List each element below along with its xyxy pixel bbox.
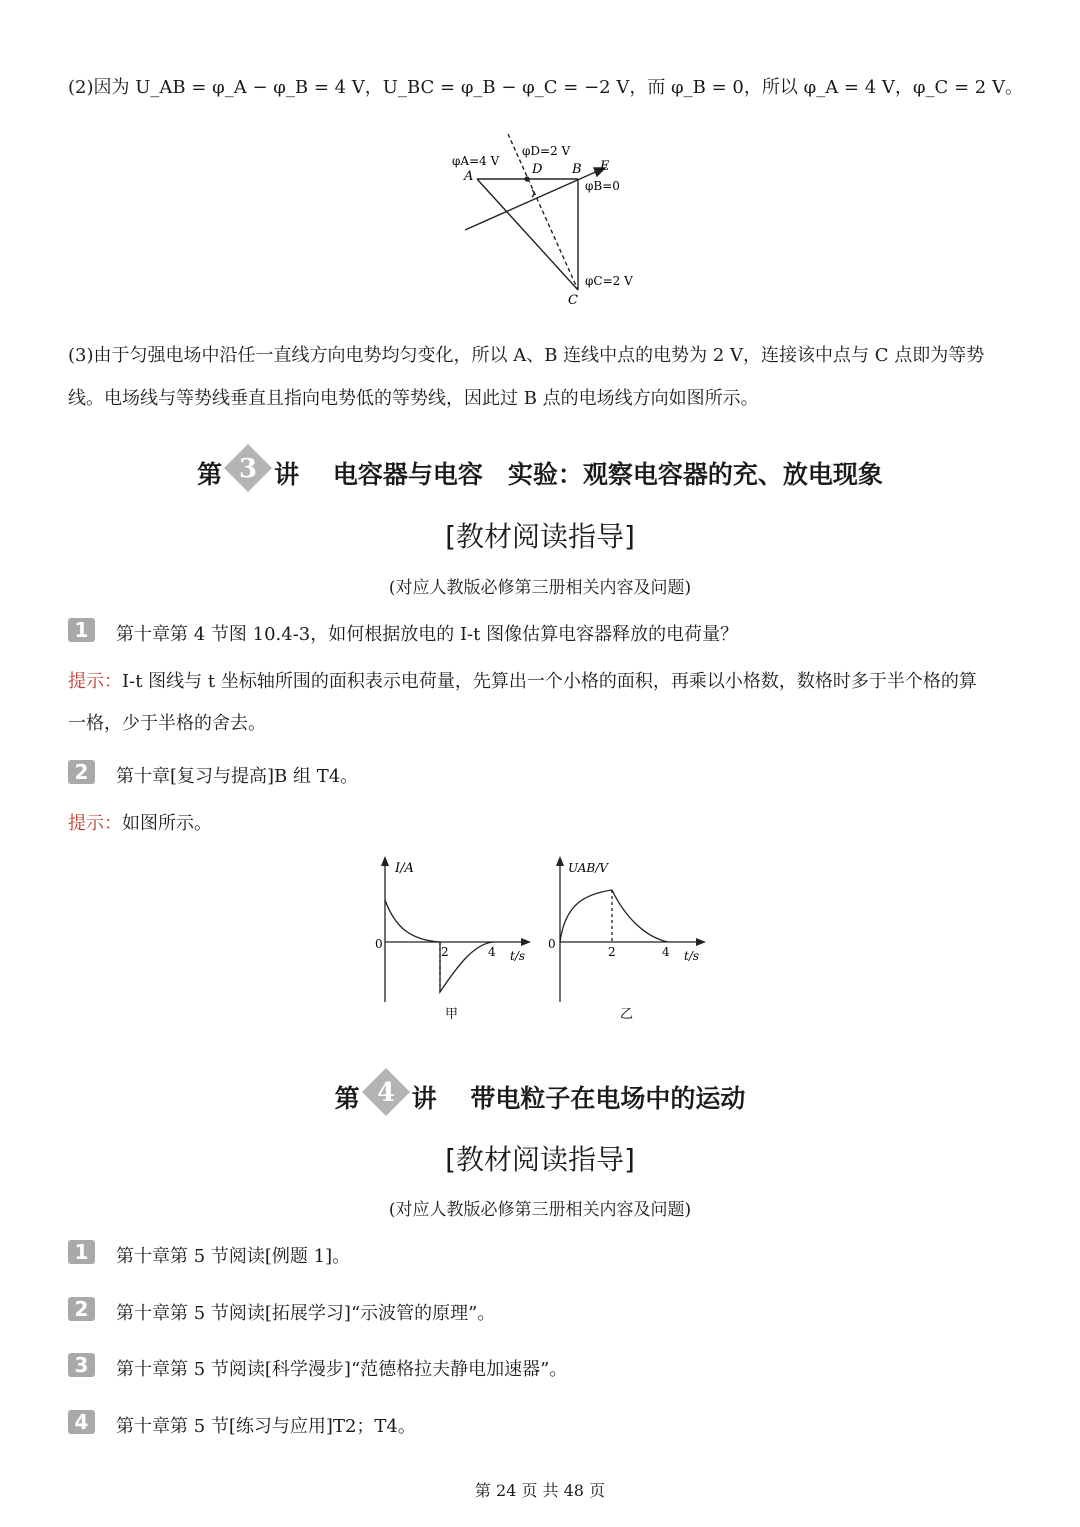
l3-item-1-text: 第十章第 4 节图 10.4-3，如何根据放电的 I-t 图像估算电容器释放的电荷量？ (116, 624, 739, 645)
lecture-3-title: 电容器与电容 实验：观察电容器的充、放电现象 (332, 460, 883, 489)
l3-item-2-text: 第十章[复习与提高]B 组 T4。 (116, 766, 359, 787)
section-2-label: (2)因为 (68, 77, 136, 98)
l3-item-1-hint-line2: 一格，少于半格的舍去。 (68, 713, 266, 734)
right-angle-mark (532, 190, 534, 197)
section-2-equation: U_AB = φ_A − φ_B = 4 V，U_BC = φ_B − φ_C = −2 V，而 φ_B = 0，所以 φ_A = 4 V，φ_C = 2 V。 (135, 77, 1023, 98)
x-arrow-icon (521, 938, 531, 946)
l3-item-1-hint (68, 672, 977, 692)
side-ac (477, 179, 578, 290)
lecture-4-guide-title: [教材阅读指导] (445, 1143, 635, 1176)
triangle-field-diagram (440, 128, 650, 313)
hint-label: 提示： (68, 813, 122, 834)
lecture-3-note: (对应人教版必修第三册相关内容及问题) (388, 578, 692, 598)
charge-curve (385, 900, 440, 942)
lecture-4-note: (对应人教版必修第三册相关内容及问题) (388, 1200, 692, 1220)
lecture-3-prefix: 第 (197, 460, 223, 489)
l4-item-4-badge: 4 (68, 1410, 95, 1434)
y-axis-label: UAB/V (568, 861, 608, 875)
lecture-4-suffix: 讲 (411, 1084, 437, 1113)
lecture-4-prefix: 第 (334, 1084, 360, 1113)
y-arrow-icon (556, 856, 564, 866)
hint-line1: I-t 图线与 t 坐标轴所围的面积表示电荷量，先算出一个小格的面积，再乘以小格数，数格时多于半个格的算 (122, 671, 977, 692)
vertex-a-label: A (464, 169, 474, 184)
l3-item-1-badge: 1 (68, 618, 95, 642)
section-2-text (68, 78, 1023, 98)
l4-item-3-text: 第十章第 5 节阅读[科学漫步]“范德格拉夫静电加速器”。 (116, 1359, 568, 1380)
l3-item-2-badge: 2 (68, 760, 95, 784)
vertex-b-label: B (572, 162, 582, 177)
y-arrow-icon (381, 856, 389, 866)
lecture-4-number: 4 (376, 1078, 395, 1108)
hint-line1: 如图所示。 (122, 813, 212, 834)
x-axis-label: t/s (510, 949, 526, 963)
graph-voltage-time (540, 852, 710, 1027)
section-3-line1: (3)由于匀强电场中沿任一直线方向电势均匀变化，所以 A、B 连线中点的电势为 2 V，连接该中点与 C 点即为等势 (68, 345, 985, 366)
discharging-curve (612, 890, 668, 942)
x-arrow-icon (696, 938, 706, 946)
page-footer: 第 24 页 共 48 页 (474, 1481, 606, 1500)
lecture-3-number: 3 (239, 454, 258, 484)
tick-2: 2 (441, 945, 449, 959)
l4-item-4-text: 第十章第 5 节[练习与应用]T2；T4。 (116, 1416, 416, 1437)
lecture-4-heading (0, 1079, 1080, 1120)
field-e-label: E (600, 159, 610, 174)
l4-item-1-text: 第十章第 5 节阅读[例题 1]。 (116, 1246, 351, 1267)
l4-item-2-text: 第十章第 5 节阅读[拓展学习]“示波管的原理”。 (116, 1303, 496, 1324)
section-3-line2: 线。电场线与等势线垂直且指向电势低的等势线，因此过 B 点的电场线方向如图所示。 (68, 388, 759, 409)
charging-curve (560, 890, 612, 942)
point-d-dot (524, 176, 529, 181)
graph-current-time (365, 852, 535, 1027)
l4-item-1-badge: 1 (68, 1240, 95, 1264)
l4-item-2-badge: 2 (68, 1297, 95, 1321)
lecture-3-guide-title: [教材阅读指导] (445, 520, 635, 553)
y-axis-label: I/A (395, 861, 414, 876)
point-d-label: D (532, 162, 543, 177)
origin-label: 0 (548, 937, 556, 951)
l4-item-3-badge: 3 (68, 1353, 95, 1377)
tick-4: 4 (662, 945, 670, 959)
phi-c-label: φC=2 V (585, 274, 633, 288)
origin-label: 0 (375, 937, 383, 951)
tick-2: 2 (608, 945, 616, 959)
graph-caption: 乙 (620, 1007, 634, 1022)
graph-caption: 甲 (445, 1007, 459, 1022)
phi-b-label: φB=0 (585, 179, 620, 193)
lecture-3-number-badge (222, 456, 274, 496)
lecture-3-suffix: 讲 (274, 460, 300, 489)
lecture-4-number-badge (360, 1080, 412, 1120)
l3-item-2-hint (68, 814, 212, 834)
phi-a-label: φA=4 V (452, 154, 500, 168)
tick-4: 4 (488, 945, 496, 959)
vertex-c-label: C (568, 293, 578, 308)
x-axis-label: t/s (684, 949, 700, 963)
lecture-3-heading (0, 455, 1080, 496)
phi-d-label: φD=2 V (522, 144, 571, 158)
hint-label: 提示： (68, 671, 122, 692)
lecture-4-title: 带电粒子在电场中的运动 (470, 1084, 746, 1113)
